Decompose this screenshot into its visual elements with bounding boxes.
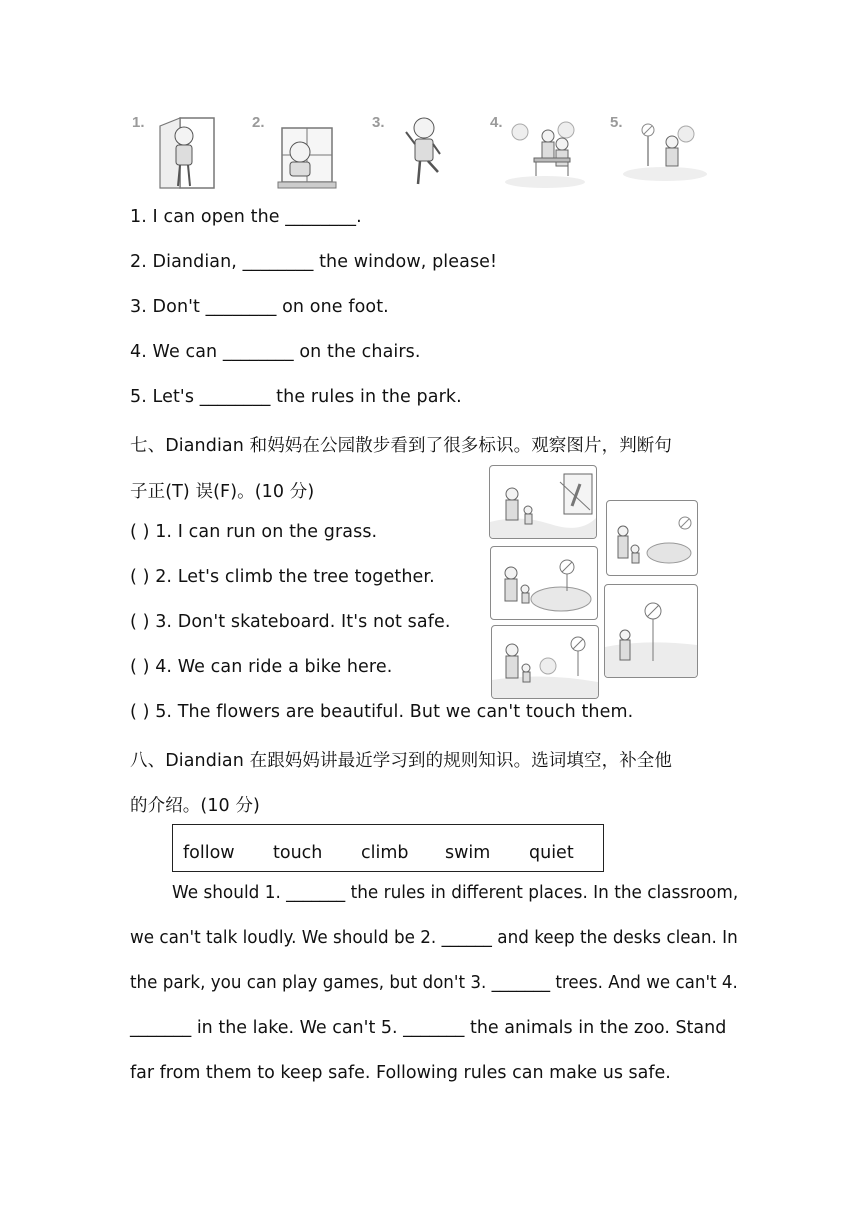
fill-sentence-2: 2. Diandian, ________ the window, please! — [130, 252, 498, 272]
fill-sentence-5: 5. Let's ________ the rules in the park. — [130, 387, 462, 407]
word-bank-item: swim — [445, 843, 491, 863]
door-boy-illustration — [132, 114, 222, 192]
picture-number: 4. — [490, 114, 503, 131]
picture-1-boy-at-door — [132, 114, 222, 192]
fill-sentence-1: 1. I can open the ________. — [130, 207, 362, 227]
grass-sign-scene — [491, 547, 597, 619]
tf-statement: 2. Let's climb the tree together. — [155, 567, 435, 587]
answer-bracket[interactable]: ( ) — [130, 612, 150, 632]
tf-statement: 3. Don't skateboard. It's not safe. — [155, 612, 451, 632]
park-chairs-illustration — [490, 114, 590, 192]
picture-5-park-rules — [610, 114, 710, 192]
section-8-heading-line-2: 的介绍。(10 分) — [130, 796, 260, 816]
tf-item-4 — [130, 657, 392, 677]
bike-sign-scene — [605, 585, 697, 677]
section-8-heading-line-1: 八、Diandian 在跟妈妈讲最近学习到的规则知识。选词填空，补全他 — [130, 751, 672, 771]
picture-number: 2. — [252, 114, 265, 131]
picture-2-boy-at-window — [252, 114, 342, 192]
word-bank-item: climb — [361, 843, 409, 863]
park-panel-flowers — [606, 500, 698, 576]
window-boy-illustration — [252, 114, 342, 192]
answer-bracket[interactable]: ( ) — [130, 522, 150, 542]
passage-line-4: _______ in the lake. We can't 5. _______ the animals in the zoo. Stand — [130, 1018, 727, 1038]
park-panel-bike — [604, 584, 698, 678]
tf-item-1 — [130, 522, 377, 542]
park-panel-grass — [490, 546, 598, 620]
picture-4-people-on-chairs — [490, 114, 590, 192]
section-7-heading-line-1: 七、Diandian 和妈妈在公园散步看到了很多标识。观察图片，判断句 — [130, 436, 672, 456]
flowers-scene — [607, 501, 697, 575]
passage-line-1: We should 1. _______ the rules in different places. In the classroom, — [172, 883, 739, 903]
passage-line-5: far from them to keep safe. Following rules can make us safe. — [130, 1063, 671, 1083]
passage-line-2: we can't talk loudly. We should be 2. ______ and keep the desks clean. In — [130, 928, 738, 948]
word-bank-item: touch — [273, 843, 323, 863]
word-bank-item: follow — [183, 843, 235, 863]
fill-sentence-3: 3. Don't ________ on one foot. — [130, 297, 389, 317]
tf-statement: 4. We can ride a bike here. — [155, 657, 393, 677]
tree-sign-scene — [490, 466, 596, 538]
picture-number: 1. — [132, 114, 145, 131]
section-7-heading-line-2: 子正(T) 误(F)。(10 分) — [130, 482, 315, 502]
hopping-boy-illustration — [372, 114, 462, 192]
word-bank-item: quiet — [529, 843, 574, 863]
tf-item-3 — [130, 612, 451, 632]
park-panel-skateboard — [491, 625, 599, 699]
park-sign-illustration — [610, 114, 710, 192]
answer-bracket[interactable]: ( ) — [130, 657, 150, 677]
answer-bracket[interactable]: ( ) — [130, 567, 150, 587]
tf-statement: 5. The flowers are beautiful. But we can't touch them. — [155, 702, 634, 722]
picture-3-boy-hopping — [372, 114, 462, 192]
fill-sentence-4: 4. We can ________ on the chairs. — [130, 342, 421, 362]
tf-item-5 — [130, 702, 633, 722]
skateboard-sign-scene — [492, 626, 598, 698]
picture-number: 5. — [610, 114, 623, 131]
tf-statement: 1. I can run on the grass. — [155, 522, 378, 542]
passage-line-3: the park, you can play games, but don't 3. _______ trees. And we can't 4. — [130, 973, 738, 993]
picture-number: 3. — [372, 114, 385, 131]
word-bank-box — [172, 824, 604, 872]
tf-item-2 — [130, 567, 435, 587]
park-panel-tree — [489, 465, 597, 539]
answer-bracket[interactable]: ( ) — [130, 702, 150, 722]
